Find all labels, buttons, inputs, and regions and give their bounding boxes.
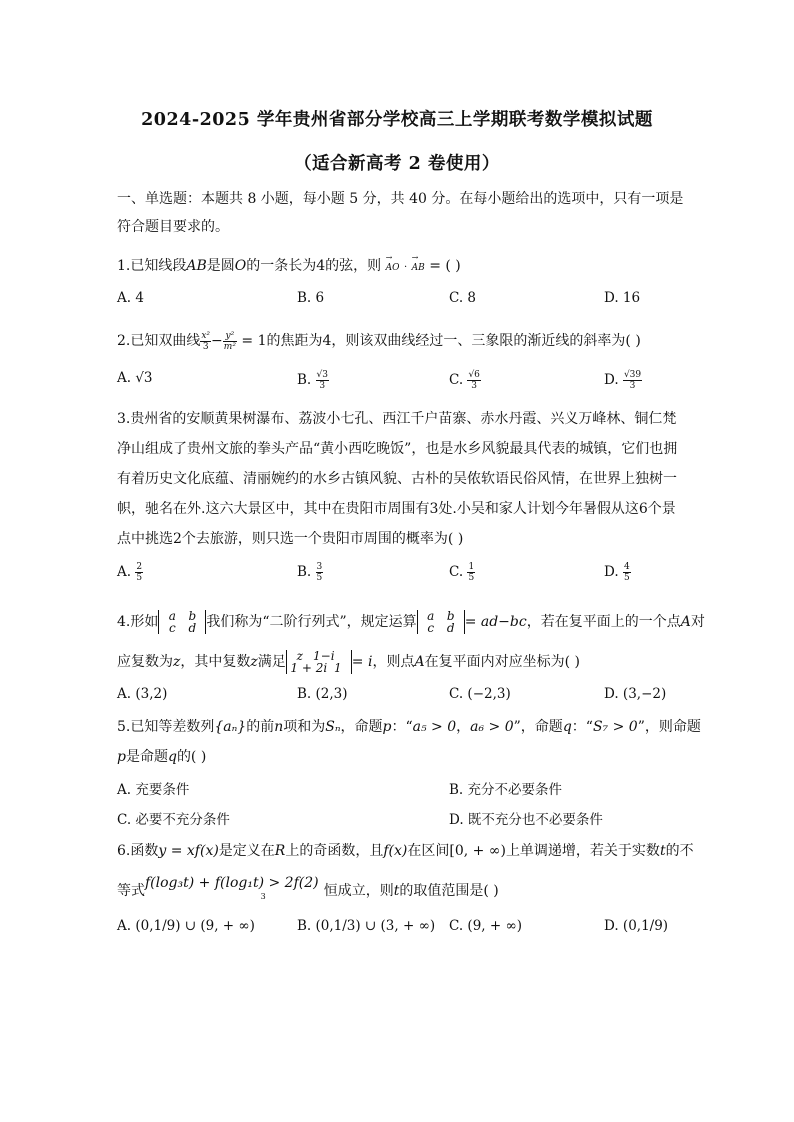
fraction-y: $\frac{\text{y²}}{\text{m²}}$ bbox=[223, 330, 236, 352]
option-c[interactable]: C. 必要不充分条件 bbox=[117, 812, 230, 828]
page-title: 2024-2025 学年贵州省部分学校高三上学期联考数学模拟试题 bbox=[141, 110, 653, 130]
log-base-subscript: 3 bbox=[260, 892, 266, 901]
option-b[interactable]: B. (2,3) bbox=[297, 686, 348, 702]
option-c[interactable]: C. $\frac{1}{5}$ bbox=[449, 562, 475, 583]
question-1-options bbox=[117, 290, 682, 310]
question-6-options bbox=[117, 918, 682, 938]
question-4: 4.形如 a b c d 我们称为“二阶行列式”，规定运算 a b c d = ad−bc，若在复平面上的一个点A对 bbox=[117, 609, 705, 635]
fraction-x: $\frac{\text{x²}}{3}$ bbox=[201, 330, 211, 352]
vector-ab: → AB bbox=[412, 263, 425, 273]
determinant-rule: a b c d bbox=[417, 610, 465, 634]
question-3-line-2: 净山组成了贵州文旅的拳头产品“黄小西吃晚饭”，也是水乡风貌最具代表的城镇，它们也拥 bbox=[117, 441, 678, 457]
question-4-line-2: 应复数为z，其中复数z满足 z 1−i 1 + 2i 1 = i，则点A在复平面内对应坐标为( ) bbox=[117, 649, 580, 675]
option-b[interactable]: B. 充分不必要条件 bbox=[449, 782, 563, 798]
question-5-options-row-2 bbox=[117, 808, 682, 828]
option-d[interactable]: D. $\frac{√39}{3}$ bbox=[604, 370, 642, 391]
option-b[interactable]: B. $\frac{3}{5}$ bbox=[297, 562, 323, 583]
page-subtitle: （适合新高考 2 卷使用） bbox=[294, 154, 500, 174]
question-3-line-4: 帜，驰名在外.这六大景区中，其中在贵阳市周围有3处.小吴和家人计划今年暑假从这6个景 bbox=[117, 501, 676, 517]
determinant-form: a b c d bbox=[158, 610, 206, 634]
inequality: f(log₃t) + f(log₁t) > 2f(2) bbox=[145, 875, 319, 891]
option-a[interactable]: A. √3 bbox=[117, 370, 153, 386]
option-a[interactable]: A. 充要条件 bbox=[117, 782, 190, 798]
question-6-line-2: 等式$f(\log_3t) + f(\log_1t) > 2f(2)_3$ 恒成立，则t的取值范围是( ) bbox=[117, 875, 499, 901]
option-d[interactable]: D. $\frac{4}{5}$ bbox=[604, 562, 630, 583]
option-a[interactable]: A. 4 bbox=[117, 290, 144, 306]
question-3-options bbox=[117, 562, 682, 582]
option-d[interactable]: D. 既不充分也不必要条件 bbox=[449, 812, 603, 828]
option-b[interactable]: B. (0,1/3) ∪ (3, + ∞) bbox=[297, 918, 436, 934]
option-c[interactable]: C. $\frac{√6}{3}$ bbox=[449, 370, 480, 391]
section-heading-cont: 符合题目要求的。 bbox=[117, 219, 229, 235]
question-6: 6.函数y = xf(x)是定义在R上的奇函数，且f(x)在区间[0, + ∞)上单调递增，若关于实数t的不 bbox=[117, 843, 694, 859]
option-c[interactable]: C. (−2,3) bbox=[449, 686, 511, 702]
question-3-line-3: 有着历史文化底蕴、清丽婉约的水乡古镇风貌、古朴的吴侬软语民俗风情，在世界上独树一 bbox=[117, 471, 677, 487]
question-3-line-5: 点中挑选2个去旅游，则只选一个贵阳市周围的概率为( ) bbox=[117, 531, 464, 547]
vector-ao: → AO bbox=[386, 263, 400, 273]
question-1: 1.已知线段AB是圆O的一条长为4的弦，则 → AO · → AB = ( ) bbox=[117, 255, 682, 275]
question-4-options bbox=[117, 686, 682, 706]
option-a[interactable]: A. $\frac{2}{5}$ bbox=[117, 562, 143, 583]
question-5-options-row-1 bbox=[117, 778, 682, 798]
option-a[interactable]: A. (3,2) bbox=[117, 686, 168, 702]
option-b[interactable]: B. 6 bbox=[297, 290, 325, 306]
question-2: 2.已知双曲线 $\frac{\text{x²}}{3}$ − $\frac{\text{y²}}{\text{m²}}$ = 1的焦距为4，则该双曲线经过一、三象限的渐近线的斜率为( ) bbox=[117, 330, 641, 352]
question-5-line-2: p是命题q的( ) bbox=[117, 749, 207, 765]
option-d[interactable]: D. (3,−2) bbox=[604, 686, 667, 702]
question-5: 5.已知等差数列{aₙ}的前n项和为Sₙ，命题p：“a₅ > 0，a₆ > 0”，命题q：“S₇ > 0”，则命题 bbox=[117, 719, 701, 735]
option-b[interactable]: B. $\frac{√3}{3}$ bbox=[297, 370, 328, 391]
determinant-z: z 1−i 1 + 2i 1 bbox=[286, 650, 352, 674]
section-heading: 一、单选题：本题共 8 小题，每小题 5 分，共 40 分。在每小题给出的选项中，只有一项是 bbox=[117, 191, 684, 207]
option-c[interactable]: C. 8 bbox=[449, 290, 477, 306]
question-3: 3.贵州省的安顺黄果树瀑布、荔波小七孔、西江千户苗寨、赤水丹霞、兴义万峰林、铜仁梵 bbox=[117, 411, 677, 427]
option-a[interactable]: A. (0,1/9) ∪ (9, + ∞) bbox=[117, 918, 255, 934]
option-d[interactable]: D. 16 bbox=[604, 290, 641, 306]
option-c[interactable]: C. (9, + ∞) bbox=[449, 918, 522, 934]
option-d[interactable]: D. (0,1/9) bbox=[604, 918, 669, 934]
question-2-options bbox=[117, 370, 682, 390]
